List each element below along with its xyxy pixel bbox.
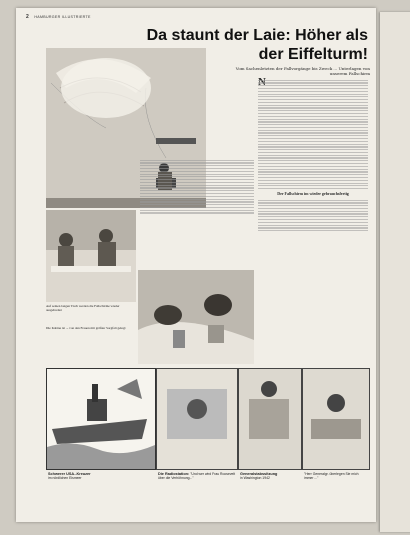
desk-caption-text: "Herr Generalgr. überlegen Sie mich immer ..." xyxy=(304,472,359,481)
desk-cartoon xyxy=(302,368,370,470)
radio-caption-title: Die Radiostation: xyxy=(158,472,190,476)
page-header xyxy=(26,14,366,20)
general-caption-text: in Washington 1942 xyxy=(240,476,270,481)
cartoon-caption-title: Schwerer USA.-Kreuzer xyxy=(48,472,91,476)
general-illustration xyxy=(239,369,301,469)
adjacent-page-edge xyxy=(380,12,410,532)
workshop-caption: Auf seinen langen Tisch werden die Fallschirme wieder ausgebreitet xyxy=(46,304,120,313)
radio-caption-text: "Und wer wird Frau Roosevelt über die Verhöhnung..." xyxy=(158,472,236,481)
page-title: Da staunt der Laie: Höher als der Eiffelturm! xyxy=(146,27,368,63)
general-caption xyxy=(240,472,300,480)
general-staff-cartoon xyxy=(238,368,302,470)
column-subheading: Der Fallschirm im wieder gebrauchsfertig xyxy=(277,191,349,197)
hands-folding-photo xyxy=(138,270,254,364)
radio-caption xyxy=(158,472,236,480)
cartoon-caption-text: im nördlichen Eismeer xyxy=(48,476,82,481)
workshop-photo xyxy=(46,210,136,302)
workshop-illustration xyxy=(46,210,136,302)
hands-caption: Die Kabine ist ... von den Frauen mit größter Sorgfalt gelegt xyxy=(46,326,126,330)
desk-caption xyxy=(304,472,368,480)
hands-illustration xyxy=(138,270,254,364)
radio-illustration xyxy=(157,369,237,469)
magazine-page xyxy=(16,8,376,522)
subheadline: Vom Sachenletzten der Fallvorgänge bis Zweck ... Unterlagen von unserem Fallschirm xyxy=(235,66,370,76)
running-title: HAMBURGER ILLUSTRIERTE xyxy=(34,15,91,19)
radio-station-cartoon xyxy=(156,368,238,470)
article-column-right xyxy=(258,78,368,374)
cartoon-illustration xyxy=(47,369,155,469)
warship-cartoon xyxy=(46,368,156,470)
cartoon-caption xyxy=(48,472,152,480)
general-caption-title: Generalstabssitzung xyxy=(240,472,278,476)
desk-illustration xyxy=(303,369,369,469)
article-column-middle xyxy=(140,158,254,266)
page-number: 2 xyxy=(26,14,30,20)
